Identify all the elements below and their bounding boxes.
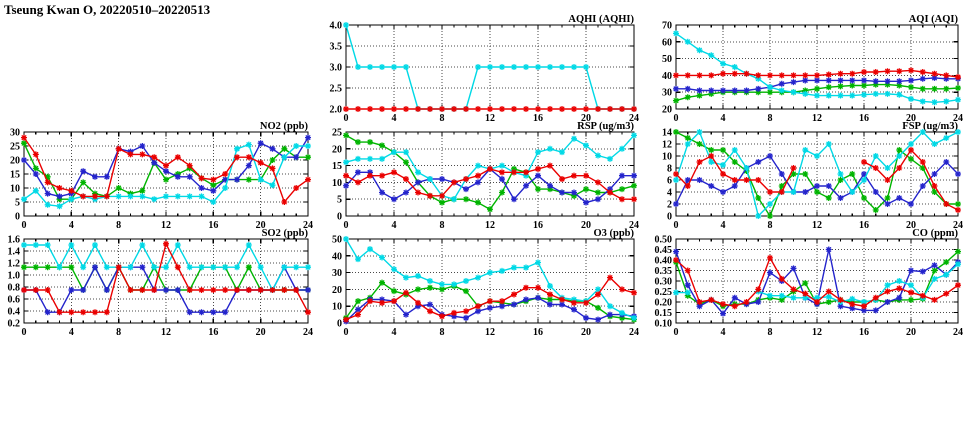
y-tick-label: 30 (10, 127, 20, 139)
x-tick-label: 4 (720, 220, 726, 231)
chart-so2 (8, 228, 314, 338)
y-tick-label: 20 (662, 104, 672, 116)
y-tick-label: 2.0 (329, 104, 342, 116)
y-tick-label: 10 (662, 151, 672, 163)
y-tick-label: 8 (667, 163, 672, 175)
x-tick-label: 0 (343, 220, 349, 231)
y-tick-label: 30 (662, 87, 672, 99)
chart-title-so2: SO2 (ppb) (261, 228, 308, 239)
y-tick-label: 5 (15, 197, 20, 209)
x-tick-label: 24 (303, 220, 313, 231)
y-tick-label: 20 (10, 155, 20, 167)
x-tick-label: 20 (581, 327, 591, 338)
y-tick-label: 40 (662, 70, 672, 82)
series-cyan (673, 261, 961, 305)
y-tick-label: 0 (667, 211, 672, 223)
x-tick-label: 20 (581, 113, 591, 124)
y-tick-label: 1.6 (7, 234, 20, 246)
y-tick-label: 0 (337, 211, 342, 223)
y-tick-label: 20 (332, 284, 342, 296)
y-tick-label: 20 (332, 144, 342, 156)
chart-co (655, 228, 964, 338)
x-tick-label: 24 (629, 327, 639, 338)
y-tick-label: 0.8 (7, 282, 20, 294)
series-markers (673, 67, 961, 80)
x-tick-label: 12 (161, 327, 171, 338)
y-tick-label: 10 (332, 301, 342, 313)
y-tick-label: 2 (667, 199, 672, 211)
y-tick-label: 0.45 (654, 245, 672, 256)
x-tick-label: 4 (391, 220, 397, 231)
x-tick-label: 0 (673, 327, 679, 338)
x-tick-label: 20 (255, 220, 266, 231)
chart-title-rsp: RSP (ug/m3) (577, 121, 634, 132)
x-tick-label: 20 (906, 220, 916, 231)
x-tick-label: 24 (629, 220, 639, 231)
x-tick-label: 16 (859, 327, 869, 338)
y-tick-label: 0.4 (7, 306, 20, 318)
x-tick-label: 20 (906, 327, 916, 338)
y-tick-label: 0.2 (7, 318, 20, 330)
x-tick-label: 12 (485, 220, 495, 231)
x-tick-label: 12 (161, 220, 171, 231)
y-tick-label: 3.0 (329, 62, 342, 74)
x-tick-label: 24 (953, 113, 963, 124)
chart-title-no2: NO2 (ppb) (259, 121, 308, 132)
x-tick-label: 8 (116, 327, 122, 338)
chart-aqi (662, 14, 963, 124)
x-tick-label: 16 (533, 220, 543, 231)
x-tick-label: 4 (68, 220, 74, 231)
y-tick-label: 0.25 (654, 287, 672, 298)
y-tick-label: 25 (10, 141, 20, 153)
chart-title-co: CO (ppm) (912, 228, 958, 239)
x-tick-label: 20 (581, 220, 591, 231)
y-tick-label: 30 (332, 268, 342, 280)
x-tick-label: 24 (303, 327, 313, 338)
y-tick-label: 50 (332, 234, 342, 246)
y-tick-label: 0.10 (654, 318, 672, 330)
y-tick-label: 4.0 (329, 20, 342, 32)
y-tick-label: 50 (662, 54, 672, 66)
x-tick-label: 20 (906, 113, 916, 124)
y-tick-label: 6 (667, 175, 672, 187)
chart-no2 (10, 121, 313, 231)
x-tick-label: 12 (485, 327, 495, 338)
x-tick-label: 0 (673, 113, 679, 124)
y-tick-label: 10 (332, 177, 342, 189)
x-tick-label: 8 (767, 113, 773, 124)
series-red (343, 106, 637, 112)
y-tick-label: 0 (337, 318, 342, 330)
x-tick-label: 8 (439, 327, 445, 338)
chart-title-fsp: FSP (ug/m3) (902, 121, 958, 132)
x-tick-label: 4 (391, 327, 397, 338)
x-tick-label: 16 (859, 220, 869, 231)
x-tick-label: 0 (21, 220, 27, 231)
x-tick-label: 20 (255, 327, 266, 338)
x-tick-label: 12 (485, 113, 495, 124)
chart-title-aqi: AQI (AQI) (908, 14, 958, 25)
y-tick-label: 0 (15, 211, 20, 223)
y-tick-label: 0.35 (654, 266, 672, 277)
y-tick-label: 40 (332, 251, 342, 263)
y-tick-label: 70 (662, 20, 672, 32)
y-tick-label: 1.4 (7, 246, 20, 258)
x-tick-label: 4 (720, 113, 726, 124)
y-tick-label: 0.50 (654, 234, 672, 246)
y-tick-label: 10 (10, 183, 20, 195)
x-tick-label: 0 (343, 327, 349, 338)
x-tick-label: 8 (439, 113, 445, 124)
x-tick-label: 16 (533, 327, 543, 338)
x-tick-label: 12 (812, 113, 822, 124)
y-tick-label: 1.0 (7, 270, 20, 282)
x-tick-label: 12 (812, 220, 822, 231)
series-red (673, 67, 961, 80)
x-tick-label: 0 (343, 113, 349, 124)
y-tick-label: 0.6 (7, 294, 20, 306)
y-tick-label: 4 (667, 187, 672, 199)
y-tick-label: 2.5 (329, 83, 342, 95)
x-tick-label: 8 (439, 220, 445, 231)
y-tick-label: 0.40 (654, 255, 672, 267)
y-tick-label: 0.30 (654, 276, 672, 288)
x-tick-label: 16 (208, 220, 219, 231)
page-title: Tseung Kwan O, 20220510–20220513 (4, 2, 211, 17)
y-tick-label: 1.2 (7, 258, 20, 270)
y-tick-label: 5 (337, 194, 342, 206)
y-tick-label: 12 (662, 139, 672, 151)
x-tick-label: 16 (208, 327, 219, 338)
y-tick-label: 25 (332, 127, 342, 139)
series-markers (673, 261, 961, 305)
x-tick-label: 8 (767, 327, 773, 338)
y-tick-label: 15 (332, 161, 342, 173)
y-tick-label: 3.5 (329, 41, 342, 53)
x-tick-label: 8 (116, 220, 122, 231)
chart-title-aqhi: AQHI (AQHI) (568, 14, 634, 25)
y-tick-label: 0.20 (654, 297, 672, 309)
x-tick-label: 8 (767, 220, 773, 231)
y-tick-label: 0.15 (654, 308, 672, 319)
chart-o3 (332, 228, 639, 338)
y-tick-label: 14 (662, 127, 672, 139)
x-tick-label: 4 (68, 327, 74, 338)
x-tick-label: 4 (391, 113, 397, 124)
x-tick-label: 0 (673, 220, 679, 231)
y-tick-label: 60 (662, 37, 672, 49)
chart-aqhi (330, 14, 640, 124)
x-tick-label: 24 (629, 113, 639, 124)
x-tick-label: 16 (533, 113, 543, 124)
x-tick-label: 16 (859, 113, 869, 124)
x-tick-label: 4 (720, 327, 726, 338)
x-tick-label: 24 (953, 220, 963, 231)
y-tick-label: 15 (10, 169, 20, 181)
x-tick-label: 12 (812, 327, 822, 338)
chart-title-o3: O3 (ppb) (593, 228, 634, 239)
x-tick-label: 24 (953, 327, 963, 338)
x-tick-label: 0 (21, 327, 27, 338)
